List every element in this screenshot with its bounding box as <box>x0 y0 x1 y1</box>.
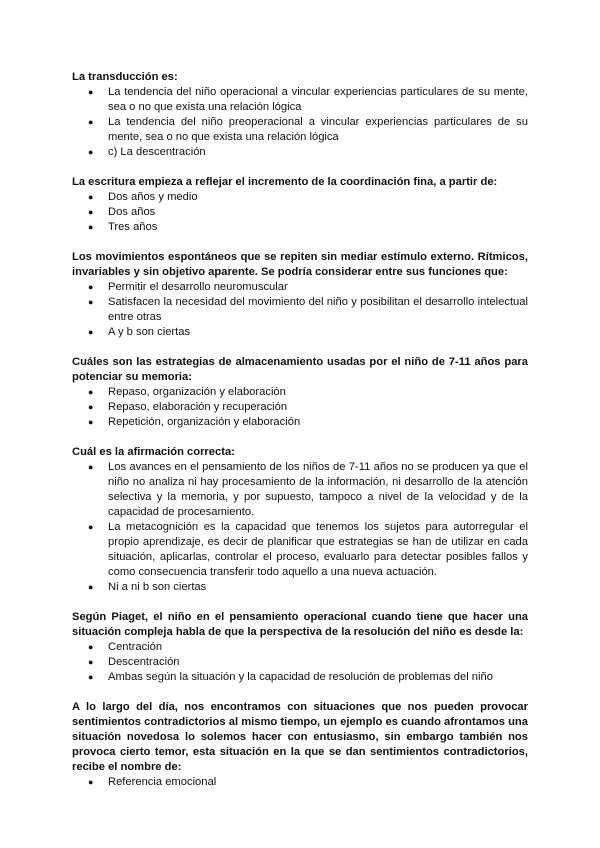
question-block <box>72 445 528 595</box>
option-item <box>72 85 528 115</box>
question-block <box>72 610 528 685</box>
bullet-icon: ● <box>88 522 94 532</box>
option-text: Ambas según la situación y la capacidad de resolución de problemas del niño <box>108 671 493 683</box>
option-text: Repaso, organización y elaboración <box>108 386 286 398</box>
question-title: La escritura empieza a reflejar el incremento de la coordinación fina, a partir de: <box>72 176 498 188</box>
bullet-icon: ● <box>88 582 94 592</box>
question-title: A lo largo del día, nos encontramos con situaciones que nos pueden provocar sentimientos contradictorios al mismo tiempo, un ejemplo es cuando afrontamos una situación novedosa lo solemos hacer con entusiasmo, sin embargo también nos provoca cierto temor, esta situación en la que se dan sentimientos contradictorios, recibe el nombre de: <box>72 701 528 773</box>
bullet-icon: ● <box>88 207 94 217</box>
option-text: Repetición, organización y elaboración <box>108 416 301 428</box>
question-block <box>72 175 528 235</box>
option-text: La tendencia del niño operacional a vincular experiencias particulares de su mente, sea o no que exista una relación lógica <box>108 86 528 113</box>
option-list <box>72 280 528 340</box>
option-item <box>72 640 528 655</box>
option-item <box>72 460 528 520</box>
option-text: Dos años y medio <box>108 191 198 203</box>
option-list <box>72 460 528 595</box>
option-text: Dos años <box>108 206 156 218</box>
bullet-icon: ● <box>88 87 94 97</box>
bullet-icon: ● <box>88 117 94 127</box>
question-title: Cuál es la afirmación correcta: <box>72 446 235 458</box>
option-item <box>72 400 528 415</box>
bullet-icon: ● <box>88 642 94 652</box>
bullet-icon: ● <box>88 297 94 307</box>
bullet-icon: ● <box>88 282 94 292</box>
option-item <box>72 655 528 670</box>
option-text: Descentración <box>108 656 180 668</box>
bullet-icon: ● <box>88 222 94 232</box>
option-item <box>72 670 528 685</box>
option-item <box>72 775 528 790</box>
option-text: Los avances en el pensamiento de los niños de 7-11 años no se producen ya que el niño no analiza ni hay procesamiento de la información, ni desarrollo de la atención selectiva y la memoria, y por supuesto, tampoco a nivel de la velocidad y de la capacidad de procesamiento. <box>108 461 528 518</box>
option-text: Referencia emocional <box>108 776 217 788</box>
option-list <box>72 640 528 685</box>
option-item <box>72 115 528 145</box>
option-text: La metacognición es la capacidad que tenemos los sujetos para autorregular el propio aprendizaje, es decir de planificar que estrategias se han de utilizar en cada situación, aplicarlas, controlar el proceso, evaluarlo para detectar posibles fallos y como consecuencia transferir todo aquello a una nueva actuación. <box>108 521 528 578</box>
option-text: A y b son ciertas <box>108 326 191 338</box>
option-item <box>72 385 528 400</box>
option-item <box>72 280 528 295</box>
option-text: La tendencia del niño preoperacional a vincular experiencias particulares de su mente, sea o no que exista una relación lógica <box>108 116 528 143</box>
option-item <box>72 190 528 205</box>
bullet-icon: ● <box>88 327 94 337</box>
option-text: Permitir el desarrollo neuromuscular <box>108 281 288 293</box>
question-block <box>72 250 528 340</box>
bullet-icon: ● <box>88 657 94 667</box>
bullet-icon: ● <box>88 777 94 787</box>
option-text: Tres años <box>108 221 158 233</box>
option-text: Ni a ni b son ciertas <box>108 581 207 593</box>
option-item <box>72 220 528 235</box>
question-block <box>72 355 528 430</box>
option-text: Satisfacen la necesidad del movimiento del niño y posibilitan el desarrollo intelectual entre otras <box>108 296 528 323</box>
option-text: c) La descentración <box>108 146 206 158</box>
option-item <box>72 580 528 595</box>
option-list <box>72 85 528 160</box>
option-item <box>72 145 528 160</box>
document-content <box>72 70 528 805</box>
bullet-icon: ● <box>88 672 94 682</box>
option-list <box>72 385 528 430</box>
option-item <box>72 325 528 340</box>
bullet-icon: ● <box>88 462 94 472</box>
question-block <box>72 700 528 790</box>
question-block <box>72 70 528 160</box>
option-list <box>72 190 528 235</box>
option-item <box>72 520 528 580</box>
bullet-icon: ● <box>88 417 94 427</box>
question-title: Según Piaget, el niño en el pensamiento operacional cuando tiene que hacer una situación compleja habla de que la perspectiva de la resolución del niño es desde la: <box>72 611 528 638</box>
option-item <box>72 205 528 220</box>
question-title: Cuáles son las estrategias de almacenamiento usadas por el niño de 7-11 años para potenciar su memoria: <box>72 356 528 383</box>
bullet-icon: ● <box>88 192 94 202</box>
option-text: Centración <box>108 641 163 653</box>
option-text: Repaso, elaboración y recuperación <box>108 401 288 413</box>
question-title: La transducción es: <box>72 71 178 83</box>
bullet-icon: ● <box>88 147 94 157</box>
option-item <box>72 415 528 430</box>
bullet-icon: ● <box>88 387 94 397</box>
question-title: Los movimientos espontáneos que se repiten sin mediar estímulo externo. Rítmicos, invariables y sin objetivo aparente. Se podría considerar entre sus funciones que: <box>72 251 528 278</box>
option-item <box>72 295 528 325</box>
option-list <box>72 775 528 790</box>
bullet-icon: ● <box>88 402 94 412</box>
